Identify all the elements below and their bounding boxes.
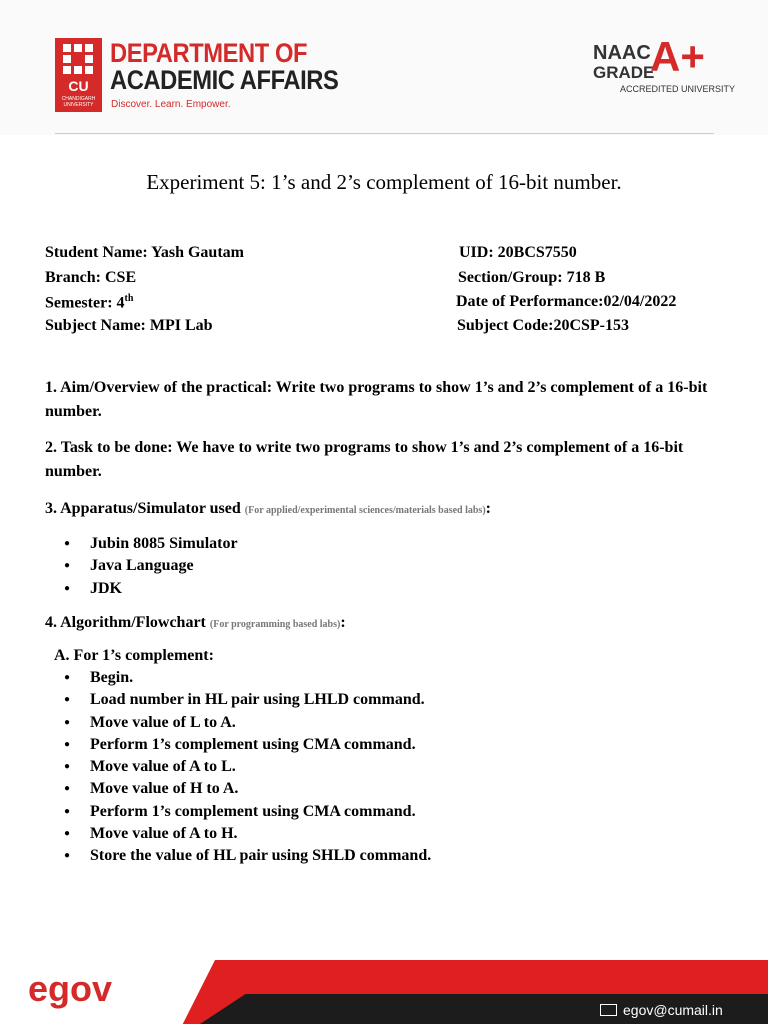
algorithm-heading (45, 611, 725, 637)
email-text: egov@cumail.in (623, 1002, 723, 1018)
list-item: ● Load number in HL pair using LHLD command. (64, 689, 431, 711)
cu-logo (55, 38, 102, 112)
logo-text: CU (68, 78, 89, 94)
date-of-performance: Date of Performance:02/04/2022 (456, 293, 677, 310)
uid: UID: 20BCS7550 (459, 244, 577, 261)
egov-logo: egov (28, 968, 113, 1009)
header-divider (55, 133, 714, 134)
semester-suffix: th (124, 293, 134, 304)
list-item: ● Move value of A to L. (64, 756, 431, 778)
apparatus-title: 3. Apparatus/Simulator used (45, 500, 241, 517)
apparatus-colon: : (485, 500, 491, 517)
list-item: ● Move value of H to A. (64, 778, 431, 800)
task-paragraph: 2. Task to be done: We have to write two programs to show 1’s and 2’s complement of a 16-bit number. (45, 439, 684, 480)
algorithm-title: 4. Algorithm/Flowchart (45, 614, 206, 631)
department-title-line2: ACADEMIC AFFAIRS (110, 65, 339, 95)
naac-label: NAAC (593, 42, 651, 64)
accredited-label: ACCREDITED UNIVERSITY (620, 84, 736, 94)
list-item: ● Move value of L to A. (64, 712, 431, 734)
section-group: Section/Group: 718 B (458, 269, 606, 286)
branch: Branch: CSE (45, 269, 137, 286)
list-item: ● Java Language (64, 555, 238, 577)
list-item: ● Store the value of HL pair using SHLD command. (64, 845, 431, 867)
list-item: ● Begin. (64, 667, 431, 689)
experiment-title: Experiment 5: 1’s and 2’s complement of 16-bit number. (146, 170, 622, 194)
grade-value: A+ (650, 33, 705, 80)
tagline: Discover. Learn. Empower. (111, 99, 231, 110)
list-item: ● Perform 1’s complement using CMA command. (64, 734, 431, 756)
semester (45, 293, 133, 312)
list-item: ● Jubin 8085 Simulator (64, 533, 238, 555)
grade-label: GRADE (593, 63, 655, 82)
department-title-line1: DEPARTMENT OF (110, 38, 308, 68)
cubes-icon (61, 42, 96, 77)
apparatus-note: (For applied/experimental sciences/materials based labs) (244, 505, 486, 516)
subject-code: Subject Code:20CSP-153 (457, 317, 629, 334)
algorithm-steps (64, 667, 431, 868)
footer-email (600, 1002, 723, 1018)
list-item: ● Perform 1’s complement using CMA command. (64, 801, 431, 823)
algorithm-colon: : (340, 614, 346, 631)
list-item: ● Move value of A to H. (64, 823, 431, 845)
algorithm-subheading: A. For 1’s complement: (54, 647, 214, 664)
mail-icon (600, 1004, 617, 1016)
student-name: Student Name: Yash Gautam (45, 244, 244, 261)
semester-value: Semester: 4 (45, 294, 125, 312)
list-item: ● JDK (64, 578, 238, 600)
aim-paragraph: 1. Aim/Overview of the practical: Write two programs to show 1’s and 2’s complement of a 16-bit number. (45, 379, 708, 420)
algorithm-note: (For programming based labs) (209, 619, 341, 630)
apparatus-list (64, 533, 238, 600)
apparatus-heading (45, 497, 725, 523)
subject-name: Subject Name: MPI Lab (45, 317, 213, 334)
logo-subtext: CHANDIGARH UNIVERSITY (61, 96, 96, 108)
